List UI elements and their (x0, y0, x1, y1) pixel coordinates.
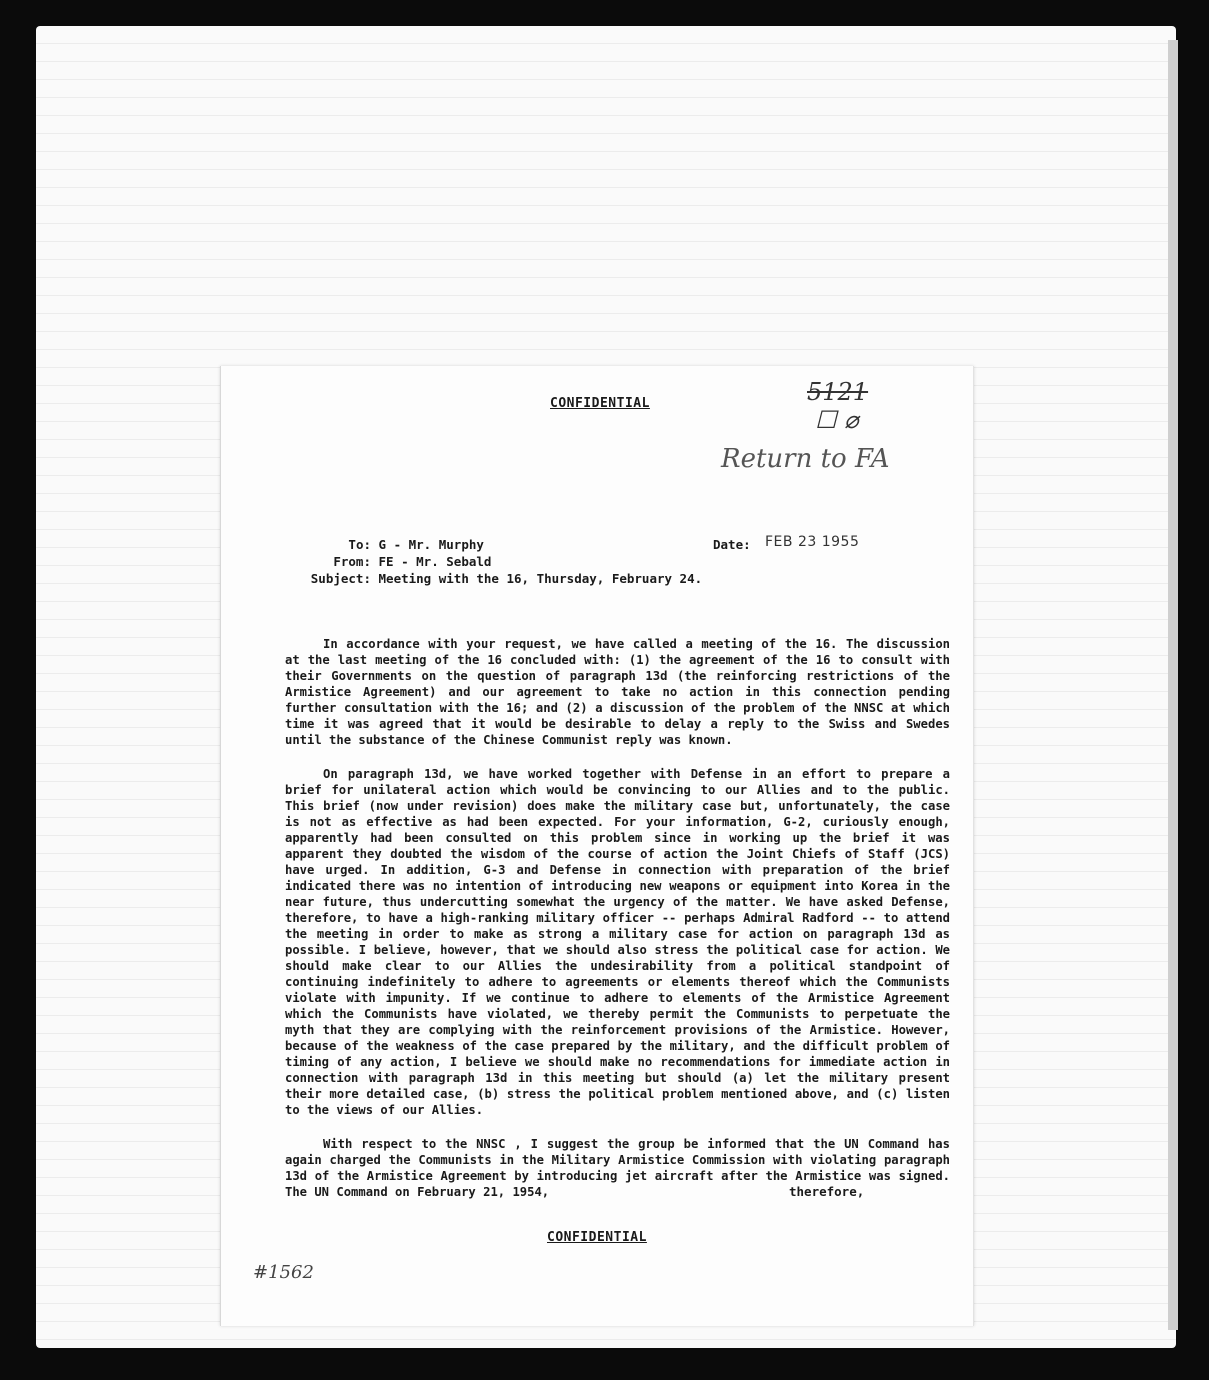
continuation-word: therefore, (789, 1184, 865, 1199)
from-label: From: (333, 554, 371, 569)
subject-value: Meeting with the 16, Thursday, February 24. (378, 571, 703, 586)
date-stamp: FEB 23 1955 (765, 534, 860, 550)
date-label: Date: (713, 537, 751, 552)
memo-body (285, 636, 950, 1218)
film-edge (1168, 40, 1178, 1330)
subject-line (287, 570, 927, 587)
paragraph-3: With respect to the NNSC , I suggest the group be informed that the UN Command has again charged the Communists in the Military Armistice Commission with violating paragraph 13d of the Armistice Agreement by introducing jet aircraft after the Armistice was signed. The UN Command on February 21, 1954, (285, 1137, 950, 1199)
from-line (287, 553, 927, 570)
classification-footer: CONFIDENTIAL (547, 1230, 647, 1245)
from-value: FE - Mr. Sebald (378, 554, 492, 569)
to-value: G - Mr. Murphy (378, 537, 484, 552)
paragraph-1: In accordance with your request, we have called a meeting of the 16. The discussion at the last meeting of the 16 concluded with: (1) the agreement of the 16 to consult with their Governments on the question of paragraph 13d (the reinforcing restrictions of the Armistice Agreement) and our agreement to take no action in this connection pending further consultation with the 16; and (2) a discussion of the problem of the NNSC at which time it was agreed that it would be desirable to delay a reply to the Swiss and Swedes until the substance of the Chinese Communist reply was known. (285, 637, 950, 747)
memo-header (287, 536, 927, 587)
paragraph-2: On paragraph 13d, we have worked together with Defense in an effort to prepare a brief for unilateral action which would be convincing to our Allies and to the public. This brief (now under revision) does make the military case but, unfortunately, the case is not as effective as had been expected. For your information, G-2, curiously enough, apparently had been consulted on this problem since in working up the brief it was apparent they doubted the wisdom of the course of action the Joint Chiefs of Staff (JCS) have urged. In addition, G-3 and Defense in connection with preparation of the brief indicated there was no intention of introducing new weapons or equipment into Korea in the near future, thus undercutting somewhat the urgency of the matter. We have asked Defense, therefore, to have a high-ranking military officer -- perhaps Admiral Radford -- to attend the meeting in order to make as strong a military case for action on paragraph 13d as possible. I believe, however, that we should also stress the political case for action. We should make clear to our Allies the undesirability from a political standpoint of continuing indefinitely to adhere to agreements or elements thereof which the Communists violate with impunity. If we continue to adhere to elements of the Armistice Agreement which the Communists have violated, we thereby permit the Communists to perpetuate the myth that they are complying with the reinforcement provisions of the Armistice. However, because of the weakness of the case prepared by the military, and the difficult problem of timing of any action, I believe we should make no recommendations for immediate action in connection with paragraph 13d in this meeting but should (a) let the military present their more detailed case, (b) stress the political problem mentioned above, and (c) listen to the views of our Allies. (285, 767, 950, 1117)
handwritten-marks: ☐ ⌀ (815, 406, 859, 434)
to-line (287, 536, 927, 553)
handwritten-return-note: Return to FA (721, 444, 890, 474)
classification-header: CONFIDENTIAL (550, 396, 650, 411)
handwritten-file-number: #1562 (253, 1262, 314, 1283)
memo-page (220, 366, 974, 1326)
handwritten-number: 5121 (807, 378, 869, 406)
subject-label: Subject: (310, 571, 371, 586)
to-label: To: (348, 537, 371, 552)
